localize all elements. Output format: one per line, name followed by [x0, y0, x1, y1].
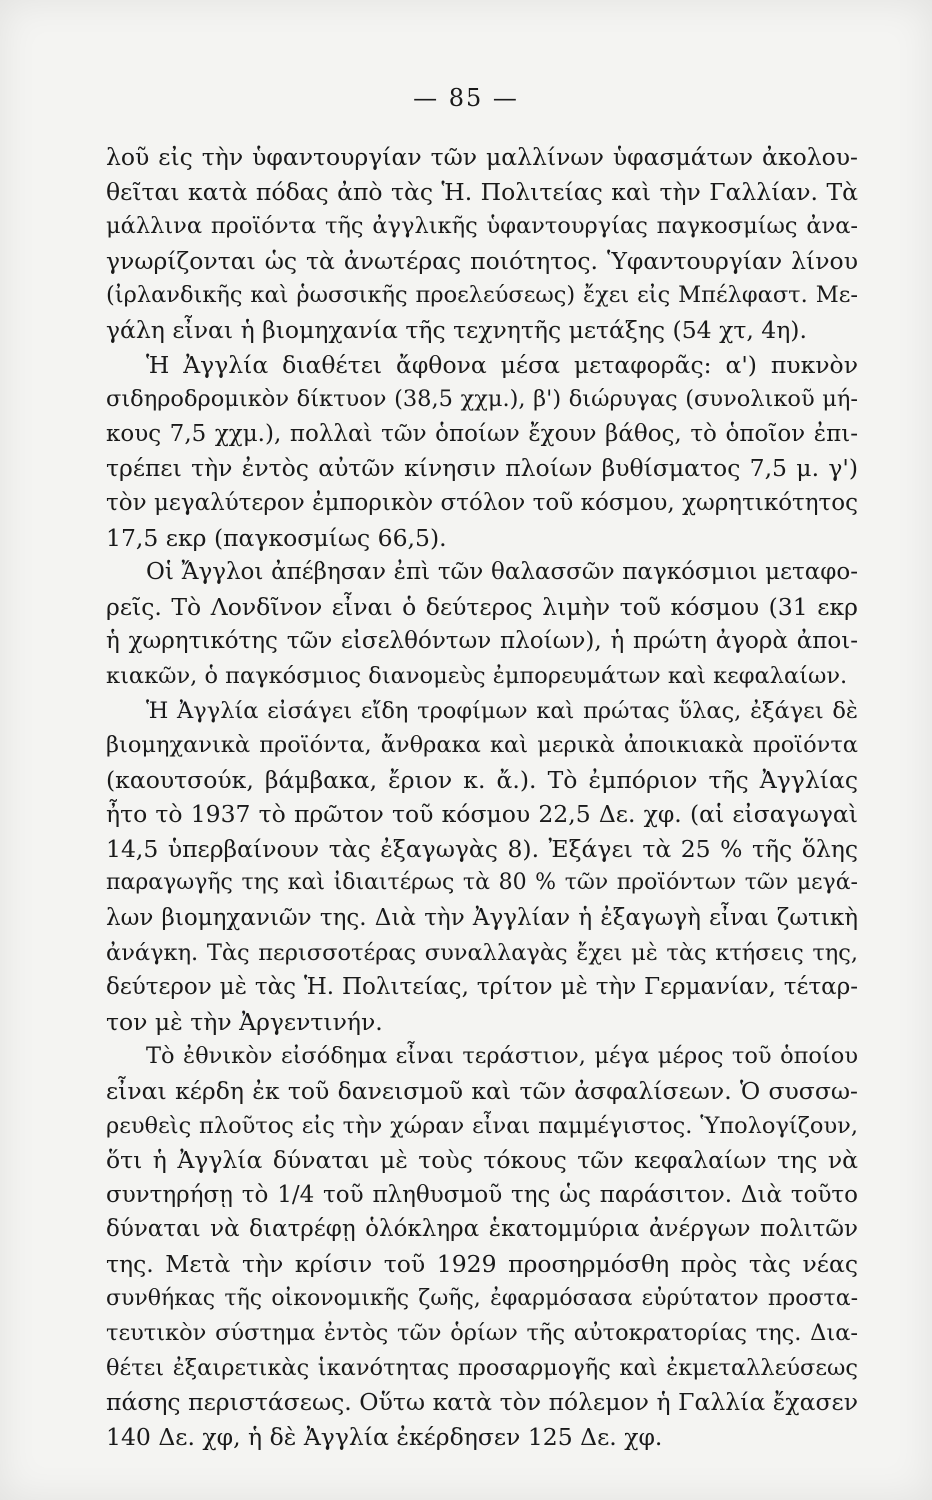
text-line: λων βιομηχανιῶν της. Διὰ τὴν Ἀγγλίαν ἡ ἐξαγωγὴ εἶναι ζωτικὴ [106, 905, 858, 932]
body-text [106, 140, 858, 1455]
text-line: ρεῖς. Τὸ Λονδῖνον εἶναι ὁ δεύτερος λιμὴν τοῦ κόσμου (31 εκρ [106, 592, 858, 621]
text-line: σιδηροδρομικὸν δίκτυον (38,5 χχμ.), β') διώρυγας (συνολικοῦ μή- [106, 386, 858, 413]
text-line: 17,5 εκρ (παγκοσμίως 66,5). [106, 523, 447, 552]
text-line: γνωρίζονται ὡς τὰ ἀνωτέρας ποιότητος. Ὑφαντουργίαν λίνου [106, 246, 858, 275]
text-line: ρευθεὶς πλοῦτος εἰς τὴν χώραν εἶναι παμμέγιστος. Ὑπολογίζουν, [106, 1112, 858, 1139]
text-line: παραγωγῆς της καὶ ἰδιαιτέρως τὰ 80 % τῶν προϊόντων τῶν μεγά- [106, 870, 858, 896]
text-line: Ἡ Ἀγγλία εἰσάγει εἴδη τροφίμων καὶ πρώτας ὕλας, ἐξάγει δὲ [146, 697, 858, 724]
text-line: ἦτο τὸ 1937 τὸ πρῶτον τοῦ κόσμου 22,5 Δε. χφ. (αἱ εἰσαγωγαὶ [106, 800, 858, 829]
text-line: συντηρήσῃ τὸ 1/4 τοῦ πληθυσμοῦ της ὡς παράσιτον. Διὰ τοῦτο [106, 1181, 858, 1208]
text-line: πάσης περιστάσεως. Οὕτω κατὰ τὸν πόλεμον ἡ Γαλλία ἔχασεν [106, 1388, 858, 1417]
text-line: Τὸ ἐθνικὸν εἰσόδημα εἶναι τεράστιον, μέγα μέρος τοῦ ὁποίου [146, 1043, 858, 1070]
text-line: δεύτερον μὲ τὰς Ἡ. Πολιτείας, τρίτον μὲ τὴν Γερμανίαν, τέταρ- [106, 974, 858, 1001]
text-line: ἡ χωρητικότης τῶν εἰσελθόντων πλοίων), ἡ πρώτη ἀγορὰ ἀποι- [106, 628, 858, 655]
text-line: ὅτι ἡ Ἀγγλία δύναται μὲ τοὺς τόκους τῶν κεφαλαίων της νὰ [106, 1146, 858, 1175]
text-line: μάλλινα προϊόντα τῆς ἀγγλικῆς ὑφαντουργίας παγκοσμίως ἀνα- [106, 213, 858, 240]
text-line: 140 Δε. χφ, ἡ δὲ Ἀγγλία ἐκέρδησεν 125 Δε. χφ. [106, 1422, 663, 1451]
text-line: λοῦ εἰς τὴν ὑφαντουργίαν τῶν μαλλίνων ὑφασμάτων ἀκολου- [106, 143, 858, 171]
text-line: της. Μετὰ τὴν κρίσιν τοῦ 1929 προσηρμόσθη πρὸς τὰς νέας [106, 1250, 858, 1278]
text-line: κους 7,5 χχμ.), πολλαὶ τῶν ὁποίων ἔχουν βάθος, τὸ ὁποῖον ἐπι- [106, 420, 858, 447]
text-line: δύναται νὰ διατρέφῃ ὁλόκληρα ἑκατομμύρια ἀνέργων πολιτῶν [106, 1216, 858, 1243]
text-line: θέτει ἐξαιρετικὰς ἱκανότητας προσαρμογῆς καὶ ἐκμεταλλεύσεως [106, 1354, 858, 1381]
text-line: θεῖται κατὰ πόδας ἀπὸ τὰς Ἡ. Πολιτείας καὶ τὴν Γαλλίαν. Τὰ [106, 177, 858, 206]
text-line: γάλη εἶναι ἡ βιομηχανία τῆς τεχνητῆς μετάξης (54 χτ, 4η). [106, 315, 807, 344]
text-line: Ἡ Ἀγγλία διαθέτει ἄφθονα μέσα μεταφορᾶς: α') πυκνὸν [146, 350, 858, 379]
text-line: τρέπει τὴν ἐντὸς αὐτῶν κίνησιν πλοίων βυθίσματος 7,5 μ. γ') [106, 454, 858, 483]
text-line: κιακῶν, ὁ παγκόσμιος διανομεὺς ἐμπορευμάτων καὶ κεφαλαίων. [106, 662, 848, 689]
text-line: 14,5 ὑπερβαίνουν τὰς ἐξαγωγὰς 8). Ἐξάγει τὰ 25 % τῆς ὅλης [106, 834, 858, 863]
text-line: ἀνάγκη. Τὰς περισσοτέρας συναλλαγὰς ἔχει μὲ τὰς κτήσεις της, [106, 939, 858, 966]
text-line: Οἱ Ἄγγλοι ἀπέβησαν ἐπὶ τῶν θαλασσῶν παγκόσμιοι μεταφο- [146, 559, 858, 586]
text-line: (καουτσούκ, βάμβακα, ἔριον κ. ἄ.). Τὸ ἐμπόριον τῆς Ἀγγλίας [106, 765, 858, 794]
text-line: βιομηχανικὰ προϊόντα, ἄνθρακα καὶ μερικὰ ἀποικιακὰ προϊόντα [106, 732, 858, 759]
page-number: — 85 — [413, 84, 519, 112]
text-line: τον μὲ τὴν Ἀργεντινήν. [106, 1007, 383, 1036]
text-line: τὸν μεγαλύτερον ἐμπορικὸν στόλον τοῦ κόσμου, χωρητικότητος [106, 489, 858, 516]
text-line: εἶναι κέρδη ἐκ τοῦ δανεισμοῦ καὶ τῶν ἀσφαλίσεων. Ὁ συσσω- [106, 1077, 858, 1106]
text-line: τευτικὸν σύστημα ἐντὸς τῶν ὁρίων τῆς αὐτοκρατορίας της. Δια- [106, 1320, 858, 1347]
text-line: συνθήκας τῆς οἰκονομικῆς ζωῆς, ἐφαρμόσασα εὐρύτατον προστα- [106, 1285, 858, 1311]
text-line: (ἰρλανδικῆς καὶ ῥωσσικῆς προελεύσεως) ἔχει εἰς Μπέλφαστ. Με- [106, 282, 858, 309]
